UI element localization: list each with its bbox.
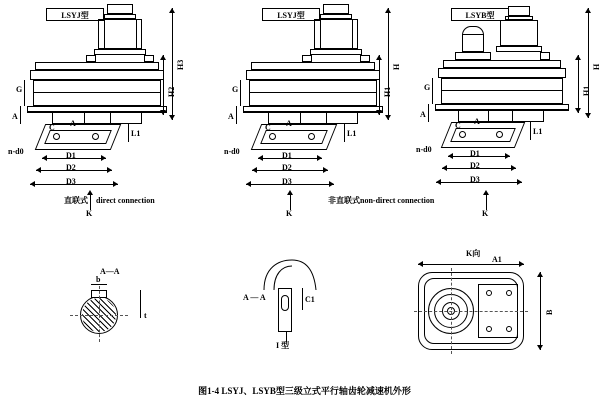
motor-body-2 <box>323 4 349 14</box>
dim-d1-arrow-l-2 <box>258 155 263 161</box>
dim-h-line-3 <box>588 8 589 118</box>
output-flange-3 <box>458 110 544 122</box>
connection-label-cn-1: 直联式 <box>64 196 88 205</box>
adapter-left-2 <box>302 55 312 62</box>
gearbox-main-housing-2 <box>249 80 377 106</box>
brake-cap-line-3 <box>462 34 484 35</box>
brake-unit-3 <box>462 26 484 52</box>
adapter-left-3 <box>455 52 491 60</box>
base-hole-5 <box>459 131 466 138</box>
dim-h-arrow-top-2 <box>385 8 391 13</box>
dim-l1-line-3 <box>530 122 531 140</box>
adapter-right-2 <box>360 55 370 62</box>
dim-d2-arrow-r-3 <box>511 165 516 171</box>
section-aa-centerline-v <box>99 286 100 342</box>
dim-d1-arrow-l-1 <box>42 155 47 161</box>
dim-d1-arrow-l-3 <box>448 153 453 159</box>
dim-label-l1-3: L1 <box>533 127 543 136</box>
view-title-lsyb: LSYB型 <box>451 8 509 21</box>
dim-h1-arrow-bot-2 <box>376 110 382 115</box>
motor-housing-3 <box>500 20 538 46</box>
detail-i-label-c1: C1 <box>305 295 315 304</box>
dim-g-line-1 <box>24 80 25 106</box>
dim-h1-line-3 <box>578 55 579 113</box>
dim-a-line-1 <box>20 106 21 124</box>
connection-label-en-2: non-direct connection <box>360 196 435 205</box>
dim-label-holes-3: n-d0 <box>416 145 432 154</box>
view-k-dim-b-arrow-top <box>537 272 543 277</box>
dim-label-a-2: A <box>228 112 234 121</box>
dim-g-line-2 <box>240 80 241 106</box>
gearbox-split-line-1 <box>33 92 161 93</box>
dim-d2-arrow-r-2 <box>323 167 328 173</box>
gearbox-split-line-3 <box>441 90 563 91</box>
dim-h3-arrow-top-1 <box>169 8 175 13</box>
dim-h3-arrow-bot-1 <box>169 115 175 120</box>
dim-g-line-3 <box>432 78 433 104</box>
dim-d3-arrow-l-3 <box>436 179 441 185</box>
dim-label-h1-2: H1 <box>383 86 392 97</box>
output-shaft-left-1 <box>84 112 85 124</box>
k-arrow-head-2 <box>287 190 293 195</box>
dim-label-h3-1: H3 <box>176 59 185 70</box>
output-shaft-left-2 <box>300 112 301 124</box>
dim-label-g-1: G <box>16 85 23 94</box>
motor-flange-3 <box>496 46 542 52</box>
dim-label-aa-3: A <box>474 117 480 126</box>
dim-d2-arrow-r-1 <box>107 167 112 173</box>
dim-label-d3-3: D3 <box>470 175 480 184</box>
section-aa-label-b: b <box>96 275 101 284</box>
output-shaft-right-3 <box>512 110 513 122</box>
k-arrow-head-1 <box>87 190 93 195</box>
view-k-dim-a1-line <box>418 264 524 265</box>
dim-h1-arrow-top-3 <box>575 55 581 60</box>
dim-a-line-3 <box>428 104 429 122</box>
view-k-label-a1: A1 <box>492 255 502 264</box>
section-aa-dim-b-line <box>91 284 107 285</box>
motor-rib-4 <box>352 19 353 49</box>
dim-label-c-3: C <box>455 121 461 130</box>
adapter-right-3 <box>540 52 550 60</box>
dim-d1-arrow-r-1 <box>101 155 106 161</box>
base-hole-6 <box>496 131 503 138</box>
view-k-title: K向 <box>466 249 481 258</box>
dim-label-c-2: C <box>265 123 271 132</box>
view-k-label-b: B <box>545 309 554 315</box>
adapter-right-1 <box>144 55 154 62</box>
gearbox-top-cover-1 <box>35 62 159 70</box>
dim-d2-arrow-l-3 <box>442 165 447 171</box>
dim-label-d1-3: D1 <box>470 149 480 158</box>
detail-i-section-label: A — A <box>243 293 266 302</box>
dim-h1-line-2 <box>379 55 380 115</box>
dim-label-k-1: K <box>86 209 93 218</box>
motor-flange-2 <box>310 49 362 55</box>
base-hole-4 <box>308 133 315 140</box>
dim-d3-arrow-r-1 <box>113 181 118 187</box>
adapter-left-1 <box>86 55 96 62</box>
output-flange-1 <box>52 112 142 124</box>
dim-d3-arrow-l-1 <box>30 181 35 187</box>
dim-label-k-3: K <box>482 209 489 218</box>
dim-label-c-1: C <box>49 123 55 132</box>
view-k-centerline-v <box>451 268 452 354</box>
section-aa-centerline-h <box>70 315 128 316</box>
gearbox-upper-housing-2 <box>246 70 380 80</box>
motor-rib-3 <box>320 19 321 49</box>
detail-i-dim-c1-line <box>302 288 303 310</box>
motor-body-1 <box>107 4 133 14</box>
dim-h3-line-1 <box>172 8 173 120</box>
k-arrow-head-3 <box>483 190 489 195</box>
gearbox-split-line-2 <box>249 92 377 93</box>
view-k-dim-a1-arrow-l <box>418 261 423 267</box>
gearbox-main-housing-3 <box>441 78 563 104</box>
view-title-lsyj-1: LSYJ型 <box>46 8 104 21</box>
dim-h-arrow-top-3 <box>585 8 591 13</box>
dim-label-d2-2: D2 <box>282 163 292 172</box>
dim-d2-arrow-l-1 <box>36 167 41 173</box>
dim-label-g-3: G <box>424 83 431 92</box>
dim-h1-arrow-bot-3 <box>575 108 581 113</box>
motor-rib-2 <box>136 19 137 49</box>
dim-label-h-3: H <box>592 63 601 70</box>
output-shaft-right-2 <box>326 112 327 124</box>
view-k-dim-b-arrow-bot <box>537 345 543 350</box>
dim-d3-arrow-r-2 <box>329 181 334 187</box>
dim-label-l1-1: L1 <box>131 129 141 138</box>
output-shaft-left-3 <box>488 110 489 122</box>
connection-label-en-1: direct connection <box>96 196 155 205</box>
dim-label-aa-1: A <box>70 119 76 128</box>
motor-flange-1 <box>94 49 146 55</box>
detail-i-key <box>281 295 289 311</box>
dim-label-d2-3: D2 <box>470 161 480 170</box>
dim-l1-line-1 <box>128 124 129 142</box>
dim-h2-arrow-top-1 <box>160 55 166 60</box>
dim-label-l1-2: L1 <box>347 129 357 138</box>
dim-a-line-2 <box>236 106 237 124</box>
base-hole-2 <box>92 133 99 140</box>
dim-label-holes-1: n-d0 <box>8 147 24 156</box>
view-k-centerline-h <box>414 311 528 312</box>
dim-d1-arrow-r-2 <box>317 155 322 161</box>
dim-label-d3-2: D3 <box>282 177 292 186</box>
dim-label-g-2: G <box>232 85 239 94</box>
dim-label-d3-1: D3 <box>66 177 76 186</box>
dim-d2-arrow-l-2 <box>252 167 257 173</box>
dim-label-k-2: K <box>286 209 293 218</box>
dim-d3-arrow-l-2 <box>246 181 251 187</box>
dim-h2-line-1 <box>163 55 164 115</box>
section-aa-dim-t-line <box>140 290 141 318</box>
dim-label-h-2: H <box>392 63 401 70</box>
gearbox-top-cover-2 <box>251 62 375 70</box>
gearbox-upper-housing-1 <box>30 70 164 80</box>
dim-label-h2-1: H2 <box>167 86 176 97</box>
dim-label-holes-2: n-d0 <box>224 147 240 156</box>
section-aa-label-t: t <box>144 311 147 320</box>
dim-h-arrow-bot-3 <box>585 113 591 118</box>
detail-i-profile-curve <box>262 258 322 292</box>
dim-h-arrow-bot-2 <box>385 115 391 120</box>
view-k-dim-b-line <box>540 272 541 350</box>
dim-l1-line-2 <box>344 124 345 142</box>
figure-caption: 图1-4 LSYJ、LSYB型三级立式平行轴齿轮减速机外形 <box>198 386 411 396</box>
dim-label-aa-2: A <box>286 119 292 128</box>
dim-label-a-1: A <box>12 112 18 121</box>
base-hole-1 <box>53 133 60 140</box>
gearbox-main-housing-1 <box>33 80 161 106</box>
dim-label-d1-1: D1 <box>66 151 76 160</box>
motor-rib-1 <box>104 19 105 49</box>
view-k-dim-a1-arrow-r <box>519 261 524 267</box>
connection-label-cn-2: 非直联式 <box>328 196 360 205</box>
dim-d3-arrow-r-3 <box>517 179 522 185</box>
gearbox-top-cover-3 <box>443 60 561 68</box>
dim-label-a-3: A <box>420 110 426 119</box>
dim-label-d2-1: D2 <box>66 163 76 172</box>
dim-h1-arrow-top-2 <box>376 55 382 60</box>
motor-body-3 <box>508 6 530 16</box>
view-title-lsyj-2: LSYJ型 <box>262 8 320 21</box>
dim-d1-arrow-r-3 <box>505 153 510 159</box>
output-shaft-right-1 <box>110 112 111 124</box>
detail-i-title: I 型 <box>276 341 290 350</box>
dim-label-h1-3: H1 <box>582 85 591 96</box>
output-flange-2 <box>268 112 358 124</box>
dim-label-d1-2: D1 <box>282 151 292 160</box>
gearbox-upper-housing-3 <box>438 68 566 78</box>
section-aa-title: A—A <box>100 267 120 276</box>
dim-h-line-2 <box>388 8 389 120</box>
base-hole-3 <box>269 133 276 140</box>
dim-h2-arrow-bot-1 <box>160 110 166 115</box>
